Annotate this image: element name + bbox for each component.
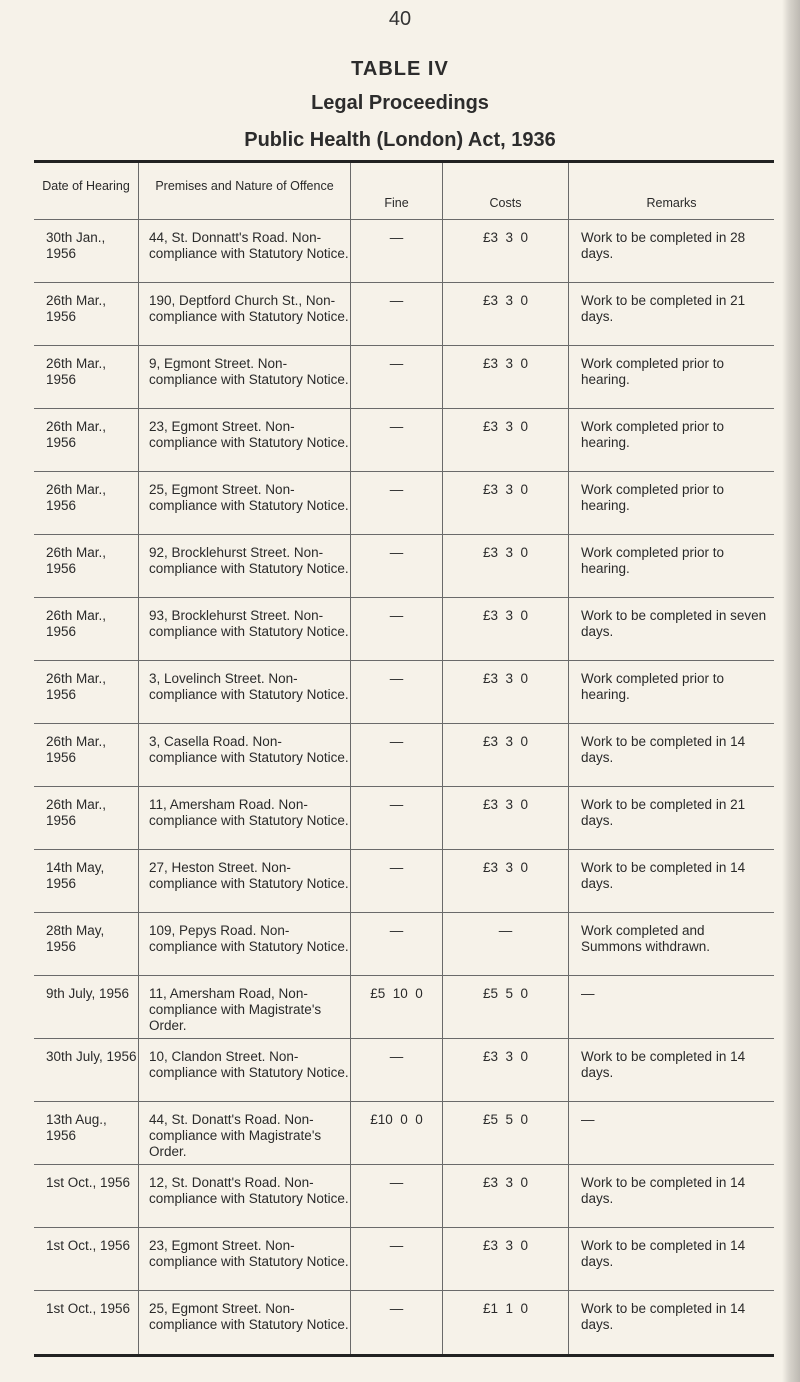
cell-remarks: Work to be completed in 14 days. <box>569 1228 774 1291</box>
cell-costs: £1 1 0 <box>443 1291 569 1354</box>
cell-premises: 93, Brocklehurst Street. Non-compliance with Statutory Notice. <box>139 598 351 661</box>
cell-date: 26th Mar., 1956 <box>34 661 139 724</box>
cell-remarks: Work to be completed in 21 days. <box>569 787 774 850</box>
cell-date: 26th Mar., 1956 <box>34 472 139 535</box>
cell-costs: £3 3 0 <box>443 1039 569 1102</box>
cell-remarks: Work completed prior to hearing. <box>569 346 774 409</box>
legal-proceedings-table <box>34 160 774 1357</box>
cell-fine: — <box>351 1228 443 1291</box>
cell-remarks: Work completed and Summons withdrawn. <box>569 913 774 976</box>
cell-costs: £3 3 0 <box>443 724 569 787</box>
cell-costs: £5 5 0 <box>443 1102 569 1165</box>
page-subtitle: Public Health (London) Act, 1936 <box>244 129 556 151</box>
cell-premises: 10, Clandon Street. Non-compliance with Statutory Notice. <box>139 1039 351 1102</box>
cell-premises: 92, Brocklehurst Street. Non-compliance with Statutory Notice. <box>139 535 351 598</box>
cell-premises: 3, Casella Road. Non-compliance with Statutory Notice. <box>139 724 351 787</box>
cell-premises: 23, Egmont Street. Non-compliance with Statutory Notice. <box>139 409 351 472</box>
cell-remarks: Work completed prior to hearing. <box>569 535 774 598</box>
cell-fine: — <box>351 913 443 976</box>
header-costs: Costs <box>443 163 569 220</box>
cell-costs: £3 3 0 <box>443 346 569 409</box>
cell-premises: 9, Egmont Street. Non-compliance with Statutory Notice. <box>139 346 351 409</box>
cell-costs: £3 3 0 <box>443 535 569 598</box>
cell-date: 9th July, 1956 <box>34 976 139 1039</box>
cell-premises: 25, Egmont Street. Non-compliance with Statutory Notice. <box>139 1291 351 1354</box>
cell-date: 26th Mar., 1956 <box>34 346 139 409</box>
cell-premises: 25, Egmont Street. Non-compliance with Statutory Notice. <box>139 472 351 535</box>
cell-fine: — <box>351 1165 443 1228</box>
cell-fine: — <box>351 661 443 724</box>
cell-date: 28th May, 1956 <box>34 913 139 976</box>
cell-costs: £3 3 0 <box>443 661 569 724</box>
cell-costs: £3 3 0 <box>443 850 569 913</box>
cell-fine: — <box>351 598 443 661</box>
cell-costs: £3 3 0 <box>443 283 569 346</box>
cell-date: 26th Mar., 1956 <box>34 787 139 850</box>
cell-premises: 11, Amersham Road. Non-compliance with Statutory Notice. <box>139 787 351 850</box>
cell-premises: 44, St. Donatt's Road. Non-compliance with Magistrate's Order. <box>139 1102 351 1165</box>
cell-date: 1st Oct., 1956 <box>34 1228 139 1291</box>
table-label: TABLE IV <box>351 58 449 80</box>
page-edge-shadow <box>782 0 800 1382</box>
cell-fine: — <box>351 283 443 346</box>
cell-costs: £3 3 0 <box>443 409 569 472</box>
cell-premises: 11, Amersham Road, Non-compliance with Magistrate's Order. <box>139 976 351 1039</box>
cell-premises: 3, Lovelinch Street. Non-compliance with Statutory Notice. <box>139 661 351 724</box>
cell-date: 13th Aug., 1956 <box>34 1102 139 1165</box>
cell-date: 1st Oct., 1956 <box>34 1291 139 1354</box>
cell-remarks: Work to be completed in 14 days. <box>569 850 774 913</box>
cell-fine: — <box>351 1039 443 1102</box>
cell-remarks: — <box>569 1102 774 1165</box>
cell-date: 30th July, 1956 <box>34 1039 139 1102</box>
cell-remarks: Work to be completed in 14 days. <box>569 1165 774 1228</box>
cell-date: 1st Oct., 1956 <box>34 1165 139 1228</box>
cell-date: 26th Mar., 1956 <box>34 409 139 472</box>
cell-fine: — <box>351 346 443 409</box>
cell-date: 14th May, 1956 <box>34 850 139 913</box>
cell-remarks: — <box>569 976 774 1039</box>
cell-fine: £5 10 0 <box>351 976 443 1039</box>
header-remarks: Remarks <box>569 163 774 220</box>
cell-costs: £3 3 0 <box>443 220 569 283</box>
cell-costs: £3 3 0 <box>443 787 569 850</box>
cell-premises: 27, Heston Street. Non-compliance with Statutory Notice. <box>139 850 351 913</box>
cell-remarks: Work completed prior to hearing. <box>569 472 774 535</box>
cell-costs: — <box>443 913 569 976</box>
cell-costs: £3 3 0 <box>443 1228 569 1291</box>
page-title: Legal Proceedings <box>311 92 489 114</box>
cell-remarks: Work completed prior to hearing. <box>569 661 774 724</box>
table-grid <box>34 163 774 1354</box>
cell-remarks: Work to be completed in seven days. <box>569 598 774 661</box>
cell-costs: £3 3 0 <box>443 472 569 535</box>
cell-fine: — <box>351 724 443 787</box>
cell-date: 26th Mar., 1956 <box>34 535 139 598</box>
cell-fine: — <box>351 409 443 472</box>
cell-costs: £5 5 0 <box>443 976 569 1039</box>
cell-date: 26th Mar., 1956 <box>34 724 139 787</box>
header-date: Date of Hearing <box>34 163 139 220</box>
cell-fine: £10 0 0 <box>351 1102 443 1165</box>
cell-fine: — <box>351 850 443 913</box>
cell-premises: 190, Deptford Church St., Non-compliance with Statutory Notice. <box>139 283 351 346</box>
cell-fine: — <box>351 1291 443 1354</box>
cell-premises: 109, Pepys Road. Non-compliance with Statutory Notice. <box>139 913 351 976</box>
cell-costs: £3 3 0 <box>443 598 569 661</box>
cell-remarks: Work completed prior to hearing. <box>569 409 774 472</box>
cell-remarks: Work to be completed in 14 days. <box>569 1039 774 1102</box>
cell-remarks: Work to be completed in 14 days. <box>581 1301 746 1332</box>
header-premises: Premises and Nature of Offence <box>139 163 351 220</box>
cell-fine: — <box>351 787 443 850</box>
cell-fine: — <box>351 220 443 283</box>
table-bottom-rule <box>34 1354 774 1357</box>
header-fine: Fine <box>351 163 443 220</box>
page-number: 40 <box>388 8 412 30</box>
cell-date: 26th Mar., 1956 <box>34 283 139 346</box>
cell-date: 30th Jan., 1956 <box>34 220 139 283</box>
cell-remarks: Work to be completed in 14 days. <box>569 724 774 787</box>
cell-fine: — <box>351 535 443 598</box>
cell-premises: 12, St. Donatt's Road. Non-compliance with Statutory Notice. <box>139 1165 351 1228</box>
cell-premises: 23, Egmont Street. Non-compliance with Statutory Notice. <box>139 1228 351 1291</box>
cell-fine: — <box>351 472 443 535</box>
cell-remarks: Work to be completed in 21 days. <box>569 283 774 346</box>
cell-premises: 44, St. Donnatt's Road. Non-compliance with Statutory Notice. <box>139 220 351 283</box>
cell-costs: £3 3 0 <box>443 1165 569 1228</box>
cell-remarks: Work to be completed in 28 days. <box>569 220 774 283</box>
cell-date: 26th Mar., 1956 <box>34 598 139 661</box>
